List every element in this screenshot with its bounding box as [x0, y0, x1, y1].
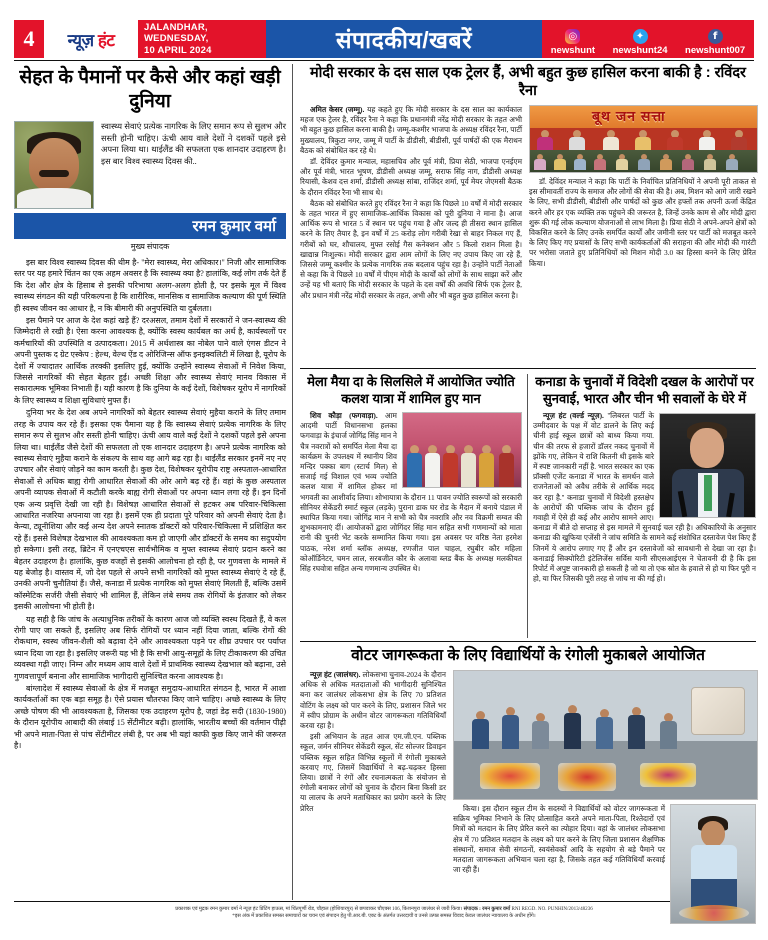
article-rangoli-paragraph: किया। इस दौरान स्कूल टीम के सदस्यों ने विद्यार्थियों को वोटर जागरूकता में सक्रिय भूमिका निभाने के लिए प्रोत्साहित करते अपने माता-पिता, रिश्तेदारों एवं मित्रों को मतदान के लिए प्रेरित करने का त्योहार दिया। वहां के जालंधर लोकसभा क्षेत्र में 70 प्रतिशत मतदान के लक्ष्य को पार करने के लिए जिला प्रशासन शैक्षणिक संस्थानों, समाज सेवी संगठनों, स्वयंसेवकों आदि के सहयोग से बड़े पैमाने पर मतदाता जागरूकता अभियान चला रहा है, जिसके तहत कई गतिविधियाँ करवाई जा रही हैं।: [453, 804, 665, 875]
divider-rule-bottom: [300, 641, 756, 642]
footer-rni-number: RNI REGD. NO. PUNHIN/2013/48236: [511, 906, 593, 912]
article-modi-paragraph: बैठक को संबोधित करते हुए रविंदर रैना ने कहा कि पिछले 10 वर्षों में मोदी सरकार के तहत भारत में हुए सामाजिक-आर्थिक विकास को पूरी दुनिया ने माना है। आज आर्थिक रूप से भारत 5 वें स्थान पर पहुंच गया है और जल्द ही तीसरा स्थान हासिल करने के लिए तैयार है, इन वर्षों में 25 करोड़ लोग गरीबी रेखा से बाहर निकल गए हैं, गरीबों को घर, शौचालय, मुफ्त रसोई गैस कनेक्शन और 5 किलो राशन मिला है। खाद्यान्न निःशुल्क। मोदी सरकार द्वारा आम लोगों के लिए नए उपाय किए जा रहे हैं, जिससे जम्मू कश्मीर के प्रत्येक नागरिक तक बदलाव पहुंच रहा है। उन्होंने पार्टी नेताओं से कहा कि वे पिछले 10 वर्षों में पीएम मोदी के कार्यों को लोगों के साथ साझा करें और उन्हें यह भी बताएं कि मोदी सरकार के पहले के दस वर्षों की अवधि सिर्फ एक ट्रेलर है, और प्रधान मंत्री नरेंद्र मोदी सरकार के तहत, अभी और भी बहुत कुछ हासिल करना है।: [300, 198, 522, 300]
social-instagram[interactable]: [551, 29, 595, 56]
article-canada-headline: कनाडा के चुनावों में विदेशी दखल के आरोपों पर सुनवाई, भारत और चीन भी सवालों के घेरे में: [535, 374, 754, 406]
logo-text-primary: न्यूज़: [67, 30, 94, 50]
footer-publisher-text: प्रकाशक एवं मुद्रक रमन कुमार वर्मा ने न्यूज़ हंट प्रिंटिंग हाऊस, मां चिंतपूर्णी रोड, चौहाल (होशियारपुर) से छपवाकर चौएक्स 106, किशनपुरा जालंधर से जारी किया।: [175, 906, 463, 912]
editorial-paragraph: दुनिया भर के देश अब अपने नागरिकों को बेहतर स्वास्थ्य सेवाएं मुहैया कराने के लिए तमाम तरह के उपाय कर रहे हैं। इसका एक पैमाना यह है कि स्वास्थ्य सेवाएं प्रत्येक नागरिक के लिए समान रूप से सुलभ और सस्ती होनी चाहिए। ऊंची आय वाले कई देशों ने दशकों पहले इसे अपना लिया था। थाईलैंड जैसे देशों की सफलता तो एक शानदार उदाहरण है। अपने प्रत्येक नागरिक को स्वास्थ्य सेवाएं मुहैया कराने के संकल्प के साथ वह आगे बढ़ रहा है। थाईलैंड सरकार इनमें नए नए उपचार और सेवाएं जोड़ने का काम करती है। कुछ देश, विशेषकर यूरोपीय राष्ट्र अस्पताल-आधारित सेवाओं से अधिक बाह्य रोगी आधारित सेवाओं की ओर आगे बढ़ रहे हैं। वहां के कुछ अस्पताल अपनी व्यापक सेवाओं में कटौती करके बाह्य रोगी सेवाओं पर अपना ध्यान लगा रहे हैं। इन दिनों एक अन्य प्रवृत्ति देखी जा रही है। विशेषज्ञ आधारित सेवाओं से हटकर अब परिवार-चिकित्सा आधारित नजरिया अपनाया जा रहा है। इसमें एक ही प्रदाता पूरे परिवार को अपनी सेवाएं देता है। केन्या, ट्यूनीशिया और कई अन्य देश अपने स्नातक डॉक्टरों को परिवार-चिकित्सा में प्रशिक्षित कर रहे हैं। इससे विशेषज्ञ देखभाल की आवश्यकता कम हो जाएगी और डॉक्टरों के समय का सदुपयोग हो सकेगा। इसी तरह, ब्रिटेन में एनएचएस सार्वभौमिक व मुफ्त स्वास्थ्य सेवाएं प्रदान करने का बेहतर उदाहरण है। हालांकि, कुछ वजहों से इसकी आलोचना हो रही है, पर गुणवत्ता के मामले में यह बेजोड़ है। वास्तव में, जो देश पहले से अपने सभी नागरिकों को मुफ्त स्वास्थ्य सेवाएं दे रहे हैं, उनकी अपनी चुनौतियां हैं। जैसे, कनाडा में प्रत्येक नागरिक को मुफ्त सेवाएं मिलती हैं, बल्कि उसमें कॉस्मेटिक सर्जरी जैसी सेवाएं भी शामिल हैं, लेकिन लंबे समय तक रोगियों के इंतजार को लेकर इसकी आलोचना भी होती है।: [14, 408, 286, 612]
editorial-paragraph: बांग्लादेश में स्वास्थ्य सेवाओं के क्षेत्र में मजबूत समुदाय-आधारित संगठन है, भारत में आशा कार्यकर्ताओं का एक बड़ा समूह है। ऐसे प्रयास चौतरफा किए जाने चाहिए। अच्छे स्वास्थ्य के लिए अच्छे पोषण की भी आवश्यकता है, जिसका एक उदाहरण यूरोप है, जहां डेढ़ सदी (1830-1980) के दौरान यूरोपीय आबादी की लंबाई 15 सेंटीमीटर बढ़ी। हालांकि, भारतीय बच्चों की वर्तमान पीढ़ी भी अपने माता-पिता से पांच सेंटीमीटर लंबी है, पर अब भी यहां काफी कुछ किए जाने की जरूरत है।: [14, 684, 286, 751]
jyoti-kalash-yatra-photo: [402, 412, 522, 488]
article-mela-headline: मेला मैया दा के सिलसिले में आयोजित ज्योति कलश यात्रा में शामिल हुए मान: [307, 374, 515, 406]
editorial-byline-bar: [14, 213, 286, 239]
article-rangoli-column-2: [453, 670, 756, 926]
bjp-booth-meeting-photo: [529, 105, 758, 173]
article-canada-body: [533, 411, 756, 584]
article-mela: [300, 374, 522, 575]
editorial-headline: सेहत के पैमानों पर कैसे और कहां खड़ी दुनिया: [19, 67, 281, 112]
page-number: 4: [14, 20, 44, 58]
article-rangoli-lead: [300, 670, 446, 731]
article-modi-column-2: [529, 105, 756, 302]
footer-editor-label: संपादक : रमन कुमार वर्मा: [463, 906, 511, 912]
article-modi-dateline: अमित केसर (जम्मू).: [310, 105, 365, 114]
article-modi-headline: मोदी सरकार के दस साल एक ट्रेलर हैं, अभी बहुत कुछ हासिल करना बाकी है : रविंदर रैना: [310, 65, 746, 99]
editorial-paragraph: इस बार विश्व स्वास्थ्य दिवस की थीम है- "मेरा स्वास्थ्य, मेरा अधिकार।" निजी और सामाजिक स्तर पर यह हमारे चिंतन का एक अहम अवसर है कि स्वास्थ्य क्या है? हालांकि, कई लोग तर्क देते हैं कि देश और क्षेत्र के हिसाब से इसकी परिभाषा अलग-अलग होती है, पर इसके मूल में विश्व स्वास्थ्य संगठन की यही परिकल्पना है कि शारीरिक, मानसिक व सामाजिक कल्याण की पूर्ण स्थिति ही स्वस्थ जीवन का आधार है, न कि बीमारी की अनुपस्थिति या दुर्बलता।: [14, 258, 286, 313]
column-divider-main: [292, 64, 293, 900]
editorial-intro-block: [14, 121, 286, 209]
facebook-handle: newshunt007: [685, 45, 746, 56]
twitter-handle: newshunt24: [612, 45, 668, 56]
article-rangoli-column-1: [300, 670, 446, 926]
editorial-column: [14, 66, 286, 752]
social-links: [542, 20, 754, 58]
rangoli-competition-photo: [453, 670, 758, 800]
social-twitter[interactable]: [613, 29, 668, 56]
page-footer: [14, 906, 754, 921]
facebook-icon: f: [708, 29, 723, 44]
article-rangoli-headline: वोटर जागरूकता के लिए विद्यार्थियों के रंगोली मुकाबले आयोजित: [351, 647, 705, 664]
article-canada-dateline: न्यूज़ हंट (वर्ल्ड न्यूज़).: [543, 411, 604, 420]
divider-rule-articles: [300, 368, 756, 369]
editorial-author-name: रमन कुमार वर्मा: [192, 218, 276, 235]
masthead-bottom-rule: [14, 60, 754, 61]
editorial-paragraph: यह सही है कि जांच के अत्याधुनिक तरीकों के कारण आज जो व्यक्ति स्वस्थ दिखते हैं, वे कल रोगी पाए जा सकते हैं, इसलिए अब सिर्फ रोगियों पर ध्यान नहीं दिया जाता, बल्कि रोगों की रोकथाम, स्वस्थ जीवन-शैली को बढ़ावा देने और आवश्यकता पड़ने पर शीघ्र उपचार पर पर्याप्त ध्यान दिया जा रहा है। इसलिए जरूरी यह भी है कि सभी आयु-समूहों के लिए टीकाकरण की उचित व्यवस्था गढ़ी जाए। निम्न और मध्यम आय वाले देशों में प्राथमिक स्वास्थ्य देखभाल को बढ़ाना, उसे गुणवत्तापूर्ण बनाना और सामाजिक भागीदारी सुनिश्चित करना आवश्यक है।: [14, 614, 286, 681]
editorial-paragraph: इस पैमाने पर आज के देश कहां खड़े हैं? दरअसल, तमाम देशों में सरकारों ने जन-स्वास्थ्य की जिम्मेदारी ले रखी है। ऐसा करना आवश्यक है, क्योंकि स्वस्थ कार्यबल का अर्थ है, कार्यस्थलों पर कर्मचारियों की उपस्थिति व उत्पादकता। 2015 में अर्थशास्त्र का नोबेल पाने वाले एंगस डीटन ने अपनी पुस्तक द ग्रेट एस्केप : हेल्थ, वेल्थ ऐंड द ओरिजिन्स ऑफ इनइक्वलिटी में लिखा है, यूरोप के देशों में ज्यादातर आर्थिक तरक्की इसलिए हुई, क्योंकि उन्होंने स्वास्थ्य सेवाओं में निवेश किया, जिससे नागरिकों की सेहत बेहतर हुई। अच्छी शिक्षा और स्वास्थ्य सेवाएं मानव विकास में सकारात्मक भूमिका निभाती हैं। यही कारण है कि दुनिया के कई देशों, विशेषकर यूरोप में नागरिकों के लिए स्वास्थ्य व शिक्षा सुविधाएं मुफ्त हैं।: [14, 316, 286, 405]
section-title: संपादकीय/खबरें: [266, 20, 542, 58]
article-rangoli-paragraph: इसी अभियान के तहत आज एम.जी.एन. पब्लिक स्कूल, जर्मन सीनियर सेकेंडरी स्कूल, सेंट सोल्जर डिवाइन पब्लिक स्कूल सहित विभिन्न स्कूलों में रंगोली मुकाबले करवाए गए, जिसमें विद्यार्थियों ने बढ़-चढ़कर हिस्सा लिया। छात्रों ने रंगों और रचनात्मकता के संयोजन से रंगोली बनाकर लोगों को चुनाव के दौरान बिना किसी डर या लालच के अपने मताधिकार का प्रयोग करने के लिए प्रेरित: [300, 732, 446, 813]
article-modi-column-1: [300, 105, 522, 302]
editorial-author-role: मुख्य संपादक: [130, 242, 170, 251]
edition-date-value: 10 APRIL 2024: [144, 44, 212, 56]
masthead: [14, 20, 754, 58]
article-rangoli-paragraph: लोकसभा चुनाव-2024 के दौरान अधिक से अधिक मतदाताओं की भागीदारी सुनिश्चित बना कर जालंधर लोकसभा क्षेत्र के लिए 70 प्रतिशत वोटिंग के लक्ष्य को पार करने के लिए, प्रशासन जिले भर में स्वीप प्रोग्राम के अधीन वोटर जागरूकता गतिविधियाँ करवा रहा है।: [300, 670, 446, 731]
social-facebook[interactable]: [685, 29, 745, 56]
article-modi-paragraph: डॉ. देविंदर कुमार मन्याल, महासचिव और पूर्व मंत्री, प्रिया सेठी, भाजपा एनईएम और पूर्व मंत्री, भारत भूषण, डीडीसी अध्यक्ष जम्मू, सराफ सिंह नाग, डीडीसी अध्यक्ष रियासी, केशव दत्त शर्मा, डीडीसी अध्यक्ष सांबा, राजिंदर शर्मा, पूर्व मेयर जेएमसी बैठक के दौरान रविंदर रैना भी साथ थे।: [300, 157, 522, 197]
footer-legal-line: *इस अंक में प्रकाशित समस्त समाचारों का चयन एवं संपादन हेतु पी.आर.बी. एक्ट के अंतर्गत उत्तरदायी व उनसे उत्पन्न समस्त विवाद केवल जालंधर न्यायालय के अधीन होंगे।: [232, 913, 536, 920]
instagram-handle: newshunt: [550, 45, 596, 56]
article-rangoli-dateline: न्यूज़ हंट (जालंधर).: [310, 670, 361, 679]
logo-text-secondary: हंट: [97, 30, 115, 50]
article-canada-paragraph: ''लिबरल पार्टी के उम्मीदवार के पक्ष में वोट डालने के लिए कई चीनी हाई स्कूल छात्रों को बाध्य किया गया. चीन की तरफ से हजारों डॉलर नकद चुनावों में झोंके गए, लेकिन ये राशि कितनी थी इसके बारे में स्पष्ट जानकारी नहीं है. भारत सरकार का एक प्रॉक्सी एजेंट कनाडा में भारत के समर्थन वाले राजनेताओं को अवैध तरीके से आर्थिक मदद कर रहा है.'' कनाडा चुनावों में विदेशी हस्तक्षेप के आरोपों की पब्लिक जांच के दौरान हुई गवाही में ऐसे ही कई और आरोप सामने आए। कनाडा में बीते दो सप्ताह से इस मामले में सुनवाई चल रही है। अधिकारियों के अनुसार कनाडा की खुफिया एजेंसी ने जांच समिति के सामने कई संशोधित दस्तावेज पेश किए हैं जिनमें ये आरोप लगाए गए हैं और इन दस्तावेजों को सावधानी से देखा जा रहा है। कनाडाई सिक्योरिटी इंटेलिजेंस सर्विस यानी सीएसआईएस ने चेतावनी दी है कि इस रिपोर्ट में अपुष्ट जानकारी हो सकती है जो या तो एक स्रोत के हवाले से हो या फिर पूरी न हो, या फिर जिसकी पूरी तरह से जांच ना की गई हो।: [533, 411, 756, 584]
article-modi-paragraph: यह कहते हुए कि मोदी सरकार के दस साल का कार्यकाल महज एक ट्रेलर है, रविंदर रैना ने कहा कि प्रधानमंत्री नरेंद्र मोदी सरकार के तहत अभी भी बहुत कुछ हासिल करना बाकी है। जम्मू-कश्मीर भाजपा के अध्यक्ष रविंदर रैना, पार्टी मुख्यालय, त्रिकुटा नगर, जम्मू में पार्टी के डीडीसी, बीडीसी, पूर्व पार्षदों की एक मैराथन बैठक को संबोधित कर रहे थे।: [300, 105, 522, 155]
article-rangoli: [300, 646, 756, 926]
article-canada: [533, 374, 756, 585]
editor-portrait-photo: [14, 121, 94, 209]
article-mela-dateline: शिव कौड़ा (फगवाड़ा).: [310, 411, 378, 420]
article-mela-body: [300, 411, 522, 574]
instagram-icon: ◎: [565, 29, 580, 44]
edition-city-day: JALANDHAR, WEDNESDAY,: [144, 21, 209, 45]
column-divider-mid: [527, 374, 528, 638]
twitter-icon: ✦: [633, 29, 648, 44]
editorial-body: [14, 257, 286, 751]
edition-date: [138, 20, 266, 58]
justin-trudeau-photo: [659, 413, 756, 518]
article-modi-paragraph: डॉ. देविंदर मन्याल ने कहा कि पार्टी के निर्वाचित प्रतिनिधियों ने अपनी पूरी ताकत से इस सीमावर्ती राज्य के समाज और लोगों की सेवा की है। अब, मिशन को आगे जारी रखने के लिए, सभी डीडीसी, बीडीसी और पार्षदों को कुछ और हफ्तों तक अपनी ऊर्जा केंद्रित करने और हर एक व्यक्ति तक पहुंचने की जरूरत है, जिन्हें उनके काम से और मोदी द्वारा शुरू की गई लोक कल्याण योजनाओं से लाभ मिला है। प्रिया सेठी ने अपने-अपने क्षेत्रों को विकसित करने के लिए उनके समर्पित कार्यों और जमीनी स्तर पर पार्टी को मजबूत करने के लिए किए गए प्रयासों के लिए सभी कार्यकर्ताओं की सराहना की और मोदी की गारंटी पर भरोसा जताते हुए प्रतिनिधियों को मिशन मोदी 3.0 का हिस्सा बनने के लिए प्रेरित किया।: [529, 177, 756, 268]
article-modi: [300, 64, 756, 302]
article-modi-lead: [300, 105, 522, 156]
photo-banner-text: बूथ जन सत्ता: [592, 108, 666, 124]
article-mela-paragraph: आम आदमी पार्टी विधानसभा हलका फगवाड़ा के इंचार्ज जोगिंद्र सिंह मान ने चैत्र नवरात्रों को समर्पित मेला मैया दा कार्यक्रम के उपलक्ष्य में स्थानीय शिव मन्दिर पक्का बाग (स्टार्च मिल) से सजाई गई विशाल एवं भव्य ज्योति कलश यात्रा में शामिल होकर मां भगवती का आशीर्वाद लिया। शोभायात्रा के दौरान 11 पावन ज्योति स्वरूपों को सरकारी सीनियर सेकेंडरी स्मार्ट स्कूल (लड़के) पुराना डाक घर रोड के मैदान में बनाये पंडाल में स्थापित किया गया। जोगिंद्र मान ने सभी को चैत्र नवरात्रि और नव विक्रमी सम्वत की शुभकामनाएं दीं। आयोजकों द्वारा जोगिंदर सिंह मान सहित सभी गणमान्यों को माता रानी की चुनरी भेंट करके सम्मानित किया गया। इस अवसर पर वरिष्ठ नेता हरमेश पाठक, नरेश शर्मा ब्लॉक अध्यक्ष, रणजीत पाल चाहल, रघुबीर कौर महिला कोऑर्डिनेटर, चमन लाल, सरबजीत कौर के अलावा ब्लड बैंक के अध्यक्ष मलकीयत सिंह रघवोत्रा सहित अन्य गणमान्य उपस्थित थे।: [300, 411, 522, 574]
editorial-intro-text: स्वास्थ्य सेवाएं प्रत्येक नागरिक के लिए समान रूप से सुलभ और सस्ती होनी चाहिए। ऊंची आय वाले देशों ने दशकों पहले इसे अपना लिया था। थाईलैंड की सफलता एक शानदार उदाहरण है। इस बार विश्व स्वास्थ्य दिवस की..: [101, 122, 286, 166]
newspaper-logo: [44, 20, 138, 58]
